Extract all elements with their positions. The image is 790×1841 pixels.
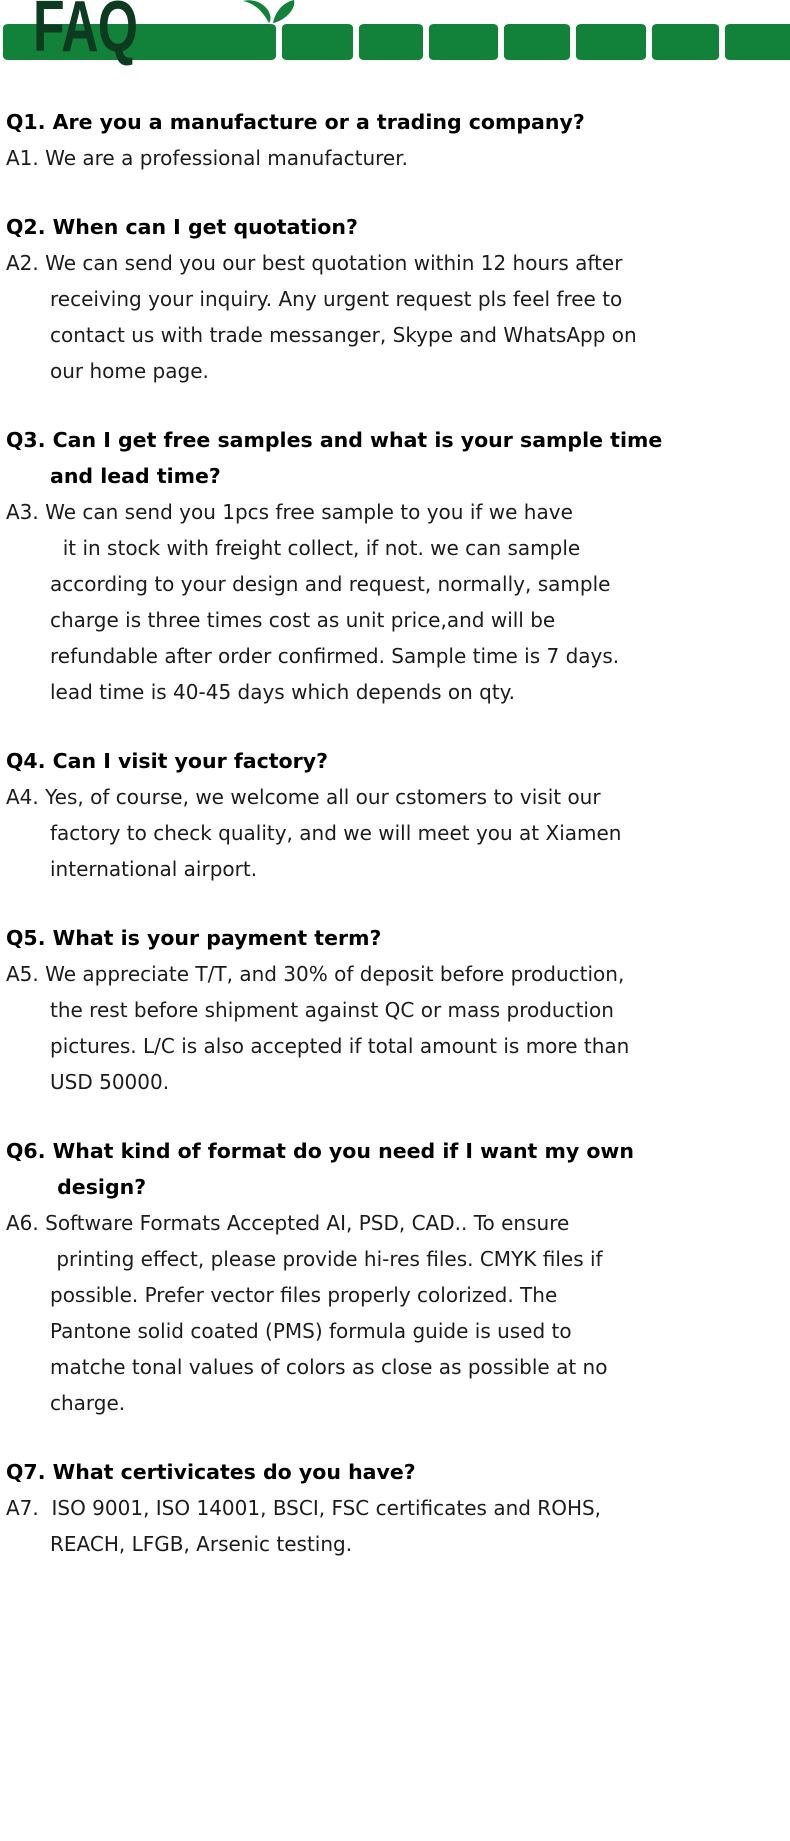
question-text: Q5. What is your payment term? (6, 926, 382, 950)
bamboo-segment (282, 24, 353, 60)
answer-text: A1. We are a professional manufacturer. (6, 146, 408, 170)
faq-item-4 (6, 743, 760, 887)
answer-text: the rest before shipment against QC or mass production (50, 998, 614, 1022)
answer-text: A2. We can send you our best quotation within 12 hours after (6, 251, 623, 275)
answer-text: contact us with trade messanger, Skype and WhatsApp on (50, 323, 637, 347)
faq-item-7 (6, 1454, 760, 1562)
faq-item-6 (6, 1133, 760, 1421)
answer-text: factory to check quality, and we will meet you at Xiamen (50, 821, 622, 845)
bamboo-segment (725, 24, 790, 60)
answer-text: receiving your inquiry. Any urgent request pls feel free to (50, 287, 623, 311)
answer-text: A3. We can send you 1pcs free sample to you if we have (6, 500, 573, 524)
answer-text: printing effect, please provide hi-res files. CMYK files if (50, 1247, 603, 1271)
bamboo-segment (429, 24, 498, 60)
question-text: Q3. Can I get free samples and what is your sample time (6, 428, 663, 452)
answer-text: A6. Software Formats Accepted AI, PSD, CAD.. To ensure (6, 1211, 570, 1235)
answer-text: possible. Prefer vector files properly colorized. The (50, 1283, 558, 1307)
answer-text: A7. ISO 9001, ISO 14001, BSCI, FSC certificates and ROHS, (6, 1496, 602, 1520)
bamboo-segment (504, 24, 570, 60)
faq-item-3 (6, 422, 760, 710)
answer-text: pictures. L/C is also accepted if total amount is more than (50, 1034, 630, 1058)
answer-text: matche tonal values of colors as close as possible at no (50, 1355, 608, 1379)
answer-text: refundable after order confirmed. Sample time is 7 days. (50, 644, 620, 668)
bamboo-segment (652, 24, 719, 60)
question-text: Q2. When can I get quotation? (6, 215, 358, 239)
answer-text: A5. We appreciate T/T, and 30% of deposit before production, (6, 962, 625, 986)
faq-banner (0, 0, 790, 67)
answer-text: USD 50000. (50, 1070, 170, 1094)
answer-text: Pantone solid coated (PMS) formula guide is used to (50, 1319, 572, 1343)
faq-content (0, 62, 790, 1562)
page-title: FAQ (33, 0, 138, 67)
question-text: Q4. Can I visit your factory? (6, 749, 328, 773)
answer-text: international airport. (50, 857, 258, 881)
question-text: Q1. Are you a manufacture or a trading company? (6, 110, 585, 134)
faq-item-1 (6, 104, 760, 176)
bamboo-segment (359, 24, 423, 60)
faq-item-2 (6, 209, 760, 389)
bamboo-leaf-left-icon (243, 0, 271, 23)
question-text: design? (50, 1175, 147, 1199)
answer-text: lead time is 40-45 days which depends on qty. (50, 680, 515, 704)
answer-text: charge. (50, 1391, 126, 1415)
faq-item-5 (6, 920, 760, 1100)
answer-text: A4. Yes, of course, we welcome all our cstomers to visit our (6, 785, 601, 809)
answer-text: charge is three times cost as unit price,and will be (50, 608, 556, 632)
answer-text: REACH, LFGB, Arsenic testing. (50, 1532, 353, 1556)
question-text: Q6. What kind of format do you need if I want my own (6, 1139, 634, 1163)
answer-text: it in stock with freight collect, if not. we can sample (50, 536, 581, 560)
question-text: Q7. What certivicates do you have? (6, 1460, 416, 1484)
answer-text: according to your design and request, normally, sample (50, 572, 611, 596)
answer-text: our home page. (50, 359, 209, 383)
bamboo-leaf-right-icon (273, 0, 294, 23)
question-text: and lead time? (50, 464, 221, 488)
bamboo-segment (576, 24, 646, 60)
